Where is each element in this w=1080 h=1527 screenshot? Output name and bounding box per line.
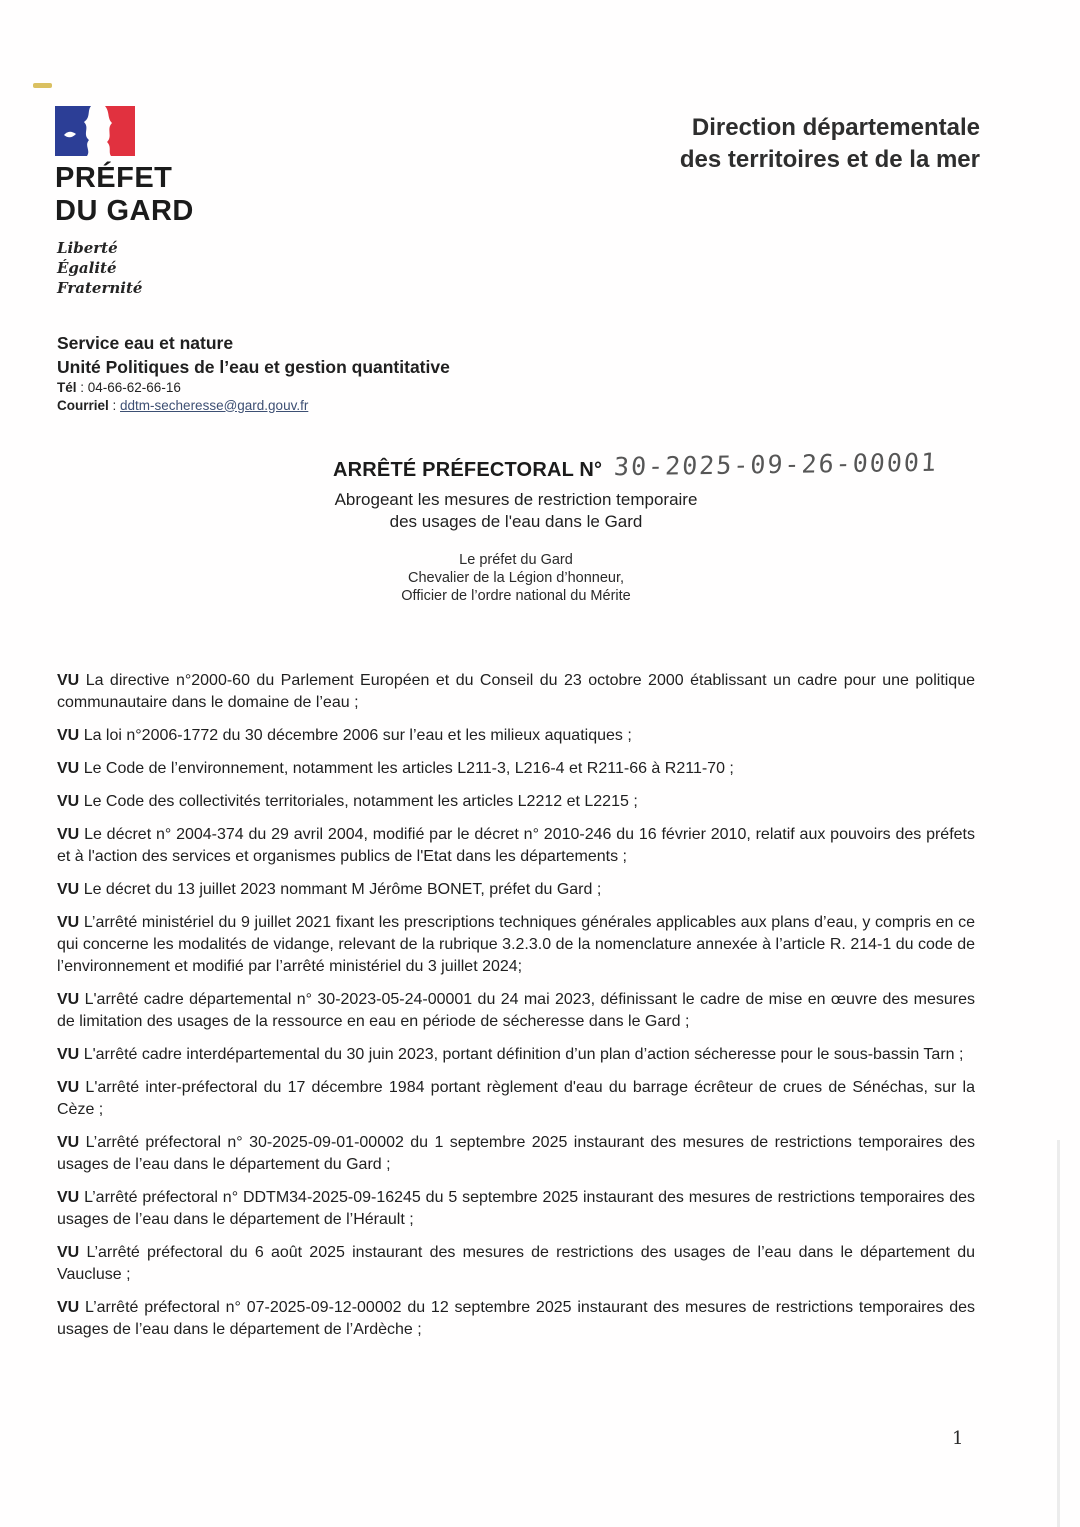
recital-vu	[57, 1297, 975, 1341]
recital-vu	[57, 1132, 975, 1176]
recital-text: L'arrêté inter-préfectoral du 17 décembre 1984 portant règlement d'eau du barrage écrêteur de crues de Sénéchas, sur la Cèze ;	[57, 1079, 975, 1118]
email-link[interactable]: ddtm-secheresse@gard.gouv.fr	[120, 397, 309, 413]
recital-vu	[57, 725, 975, 747]
authority-line3: Officier de l’ordre national du Mérite	[401, 588, 631, 604]
email-line	[57, 397, 450, 415]
recital-vu	[57, 824, 975, 868]
recital-label: VU	[57, 1134, 80, 1151]
recital-text: Le Code des collectivités territoriales, notamment les articles L2212 et L2215 ;	[83, 793, 638, 810]
recital-text: L'arrêté cadre départemental n° 30-2023-05-24-00001 du 24 mai 2023, définissant le cadre de mise en œuvre des mesures de limitation des usages de la ressource en eau en période de sécheresse dans le Gard ;	[57, 991, 975, 1030]
recital-label: VU	[57, 793, 80, 810]
recital-vu	[57, 1077, 975, 1121]
decree-title-label: ARRÊTÉ PRÉFECTORAL N°	[333, 459, 603, 481]
recital-vu	[57, 1242, 975, 1286]
recital-label: VU	[57, 1244, 80, 1261]
contact-block	[57, 331, 450, 414]
agency-name	[55, 162, 194, 228]
recital-text: La loi n°2006-1772 du 30 décembre 2006 sur l’eau et les milieux aquatiques ;	[83, 727, 632, 744]
unit-name: Unité Politiques de l’eau et gestion quantitative	[57, 357, 450, 377]
recital-text: L’arrêté préfectoral n° 07-2025-09-12-00002 du 12 septembre 2025 instaurant des mesures de restrictions temporaires des usages de l’eau dans le département de l’Ardèche ;	[57, 1299, 975, 1338]
decree-title-row	[333, 447, 940, 482]
gov-logo	[55, 106, 137, 161]
phone-value: : 04-66-62-66-16	[76, 380, 181, 395]
recital-vu	[57, 670, 975, 714]
recital-vu	[57, 1044, 975, 1066]
recital-text: L'arrêté cadre interdépartemental du 30 juin 2023, portant définition d’un plan d’action sécheresse pour le sous-bassin Tarn ;	[83, 1046, 964, 1063]
service-name: Service eau et nature	[57, 333, 234, 353]
decree-subtitle	[57, 489, 975, 533]
recital-vu	[57, 912, 975, 978]
recital-text: Le décret du 13 juillet 2023 nommant M Jérôme BONET, préfet du Gard ;	[83, 881, 602, 898]
phone-line	[57, 379, 450, 397]
scan-artifact-mark	[33, 83, 52, 88]
recital-text: L’arrêté préfectoral du 6 août 2025 instaurant des mesures de restrictions des usages de l’eau dans le département du Vaucluse ;	[57, 1244, 975, 1283]
decree-subtitle-line2: des usages de l'eau dans le Gard	[389, 512, 643, 531]
page-number: 1	[952, 1428, 964, 1449]
recital-text: L’arrêté ministériel du 9 juillet 2021 fixant les prescriptions techniques générales applicables aux plans d’eau, y compris en ce qui concerne les modalités de vidange, relevant de la rubrique 3.2.3.0 de la nomenclature annexée à l’article R. 214-1 du code de l’environnement et modifié par l’arrêté ministériel du 3 juillet 2024;	[57, 914, 975, 975]
recital-vu	[57, 879, 975, 901]
direction-title	[680, 112, 980, 176]
direction-line1: Direction départementale	[691, 114, 980, 141]
recital-label: VU	[57, 672, 80, 689]
recital-label: VU	[57, 727, 80, 744]
decree-number-handwritten: 30-2025-09-26-00001	[613, 447, 940, 482]
recital-label: VU	[57, 1046, 80, 1063]
motto-liberte: Liberté	[57, 239, 118, 257]
agency-name-line2: DU GARD	[55, 195, 194, 227]
recital-vu	[57, 758, 975, 780]
french-flag-marianne-icon	[55, 106, 137, 156]
decree-subtitle-line1: Abrogeant les mesures de restriction temporaire	[334, 490, 698, 509]
agency-name-line1: PRÉFET	[55, 162, 173, 194]
phone-label: Tél	[57, 380, 77, 395]
recital-label: VU	[57, 760, 80, 777]
recital-label: VU	[57, 881, 80, 898]
authority-block	[57, 551, 975, 605]
recital-vu	[57, 989, 975, 1033]
recital-label: VU	[57, 1079, 80, 1096]
direction-line2: des territoires et de la mer	[679, 146, 980, 173]
recital-label: VU	[57, 1189, 80, 1206]
recital-label: VU	[57, 1299, 80, 1316]
motto-fraternite: Fraternité	[57, 279, 143, 297]
email-label: Courriel	[57, 397, 109, 413]
recital-label: VU	[57, 991, 80, 1008]
motto-egalite: Égalité	[57, 259, 117, 277]
recital-vu	[57, 791, 975, 813]
recital-label: VU	[57, 826, 80, 843]
recital-label: VU	[57, 914, 80, 931]
recital-vu	[57, 1187, 975, 1231]
republic-motto	[57, 238, 142, 298]
recitals-section	[57, 670, 975, 1352]
recital-text: L’arrêté préfectoral n° DDTM34-2025-09-16245 du 5 septembre 2025 instaurant des mesures de restrictions temporaires des usages de l’eau dans le département de l’Hérault ;	[57, 1189, 975, 1228]
recital-text: Le décret n° 2004-374 du 29 avril 2004, modifié par le décret n° 2010-246 du 16 février 2010, relatif aux pouvoirs des préfets et à l'action des services et organismes publics de l'Etat dans les départements ;	[57, 826, 975, 865]
email-separator: :	[108, 397, 121, 413]
authority-line2: Chevalier de la Légion d’honneur,	[407, 570, 625, 586]
recital-text: Le Code de l’environnement, notamment les articles L211-3, L216-4 et R211-66 à R211-70 ;	[83, 760, 734, 777]
recital-text: L’arrêté préfectoral n° 30-2025-09-01-00002 du 1 septembre 2025 instaurant des mesures de restrictions temporaires des usages de l’eau dans le département du Gard ;	[57, 1134, 975, 1173]
recital-text: La directive n°2000-60 du Parlement Européen et du Conseil du 23 octobre 2000 établissant un cadre pour une politique communautaire dans le domaine de l’eau ;	[57, 672, 975, 711]
scan-edge-line	[1057, 1140, 1060, 1527]
authority-line1: Le préfet du Gard	[459, 552, 573, 568]
